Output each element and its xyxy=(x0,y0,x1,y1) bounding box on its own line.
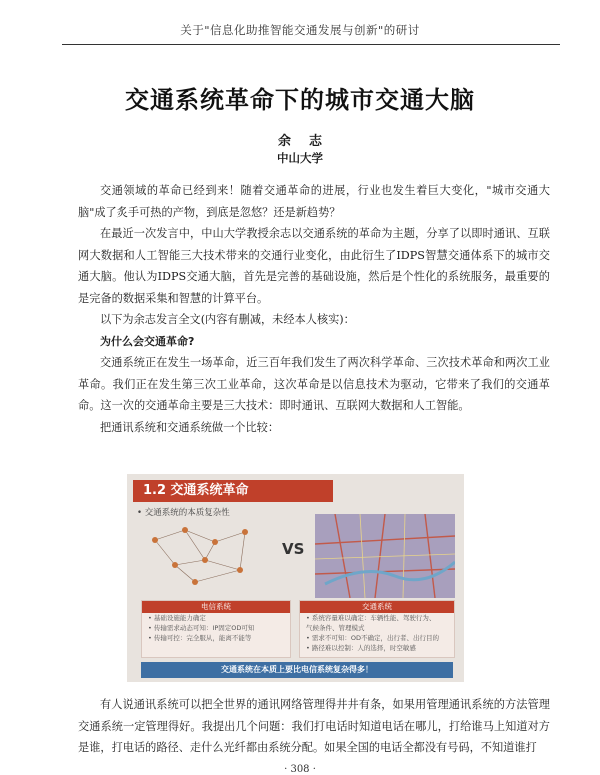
header-rule xyxy=(62,44,560,45)
vs-label: VS xyxy=(282,540,305,558)
panel-line: • 传输可控：完全服从，能离不能等 xyxy=(148,634,252,642)
paragraph: 交通系统正在发生一场革命，近三百年我们发生了两次科学革命、三次技术革命和两次工业革命。我们正在发生第三次工业革命，这次革命是以信息技术为驱动，它带来了我们的交通革命。这一次的交通革命主要是三大技术：即时通讯、互联网大数据和人工智能。 xyxy=(78,356,550,412)
paragraph: 交通领域的革命已经到来！随着交通革命的进展，行业也发生着巨大变化，"城市交通大脑"成了炙手可热的产物，到底是忽悠？还是新趋势？ xyxy=(78,184,550,219)
slide-banner: 交通系统在本质上要比电信系统复杂得多！ xyxy=(141,662,453,678)
panel-heading: 电信系统 xyxy=(142,601,290,613)
page-number: · 308 · xyxy=(284,764,316,775)
paragraph: 以下为余志发言全文(内容有删减，未经本人核实)： xyxy=(100,313,355,326)
panel-line: 气候条件、管理模式 xyxy=(306,624,365,632)
paragraph: 在最近一次发言中，中山大学教授余志以交通系统的革命为主题，分享了以即时通讯、互联网大数据和人工智能三大技术带来的交通行业变化，由此衍生了IDPS智慧交通体系下的城市交通大脑。他认为IDPS交通大脑，首先是完善的基础设施，然后是个性化的系统服务，最重要的是完备的数据采集和智慧的计算平台。 xyxy=(78,227,550,305)
network-diagram-icon xyxy=(145,520,265,588)
running-header: 关于"信息化助推智能交通发展与创新"的研讨 xyxy=(180,23,420,37)
panel-line: • 路径难以控制：人的选择，时空敏感 xyxy=(306,644,416,652)
author-name: 余志 xyxy=(277,134,340,149)
panel-heading: 交通系统 xyxy=(300,601,454,613)
body-section-continued xyxy=(78,694,550,756)
paragraph: 把通讯系统和交通系统做一个比较： xyxy=(100,420,280,434)
paragraph: 有人说通讯系统可以把全世界的通讯网络管理得井井有条，如果用管理通讯系统的方法管理交通系统一定管理得好。我提出几个问题：我们打电话时知道电话在哪儿，打给谁马上知道对方是谁，打电话的路径、走什么光纤都由系统分配。如果全国的电话全都没有号码，不知道谁打 xyxy=(78,698,550,754)
panel-line: • 基础设施能力确定 xyxy=(148,614,206,622)
author-affiliation: 中山大学 xyxy=(277,151,323,165)
slide-bullet: • 交通系统的本质复杂性 xyxy=(137,508,230,518)
slide-figure xyxy=(127,474,464,682)
telecom-panel xyxy=(141,600,291,658)
body-section-intro xyxy=(78,180,550,438)
article-title: 交通系统革命下的城市交通大脑 xyxy=(125,85,475,114)
section-heading: 为什么会交通革命? xyxy=(100,334,195,348)
panel-line: • 需求不可知：OD不确定，出行者、出行目的 xyxy=(306,634,440,642)
transport-panel xyxy=(299,600,455,658)
city-map-image xyxy=(315,514,455,598)
slide-title: 1.2 交通系统革命 xyxy=(133,480,333,502)
panel-line: • 系统容量难以确定：车辆性能、驾驶行为、 xyxy=(306,614,436,622)
panel-line: • 传输需求动态可知：IP固定OD可知 xyxy=(148,624,255,632)
